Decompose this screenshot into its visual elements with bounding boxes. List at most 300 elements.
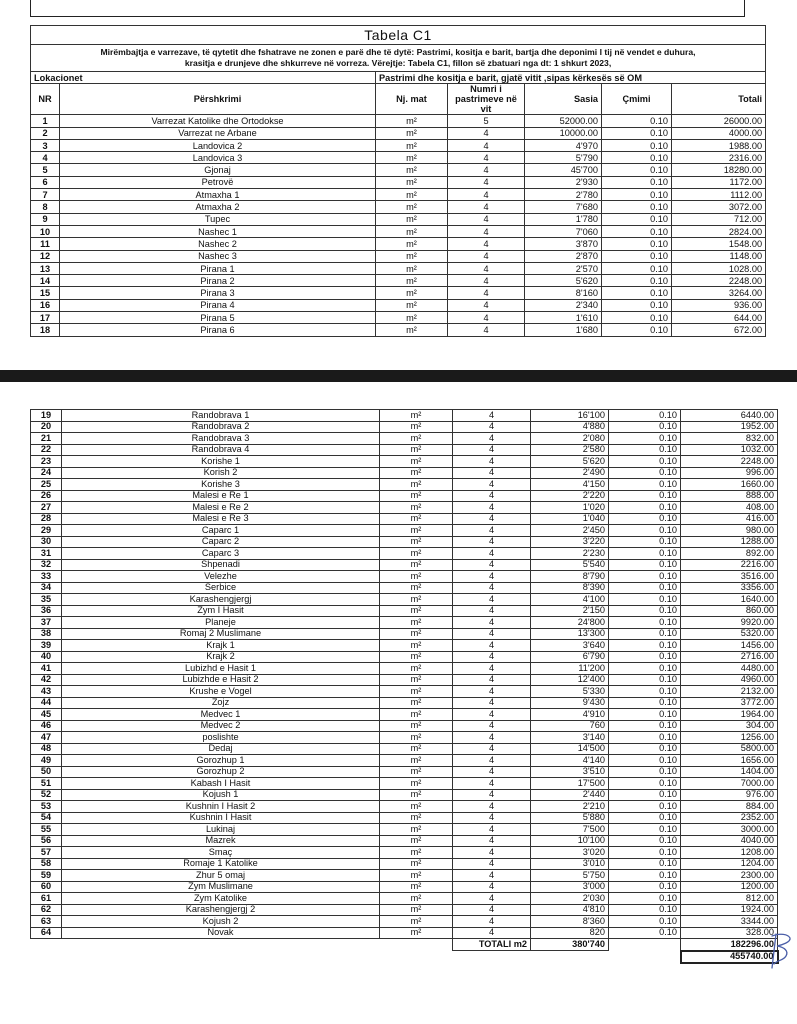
row-count: 5 — [448, 115, 525, 127]
row-total: 1404.00 — [681, 766, 778, 778]
header-totali: Totali — [672, 84, 766, 115]
row-unit: m² — [380, 651, 453, 663]
row-nr: 8 — [31, 201, 60, 213]
row-price: 0.10 — [609, 536, 681, 548]
row-total: 1204.00 — [681, 858, 778, 870]
row-price: 0.10 — [609, 755, 681, 767]
header-nr: NR — [31, 84, 60, 115]
row-unit: m² — [380, 617, 453, 629]
row-nr: 53 — [31, 801, 62, 813]
row-count: 4 — [453, 571, 531, 583]
row-qty: 5'880 — [531, 812, 609, 824]
table-row — [31, 778, 778, 790]
row-name: Korishe 3 — [62, 479, 380, 491]
row-name: Korish 2 — [62, 467, 380, 479]
row-qty: 8'790 — [531, 571, 609, 583]
row-name: Pirana 3 — [60, 287, 376, 299]
row-total: 1456.00 — [681, 640, 778, 652]
row-count: 4 — [453, 927, 531, 939]
row-total: 3344.00 — [681, 916, 778, 928]
row-total: 6440.00 — [681, 410, 778, 422]
row-nr: 50 — [31, 766, 62, 778]
row-qty: 2'150 — [531, 605, 609, 617]
row-unit: m² — [380, 732, 453, 744]
header-sasia: Sasia — [525, 84, 602, 115]
row-qty: 4'880 — [531, 421, 609, 433]
row-nr: 57 — [31, 847, 62, 859]
row-count: 4 — [448, 275, 525, 287]
row-count: 4 — [453, 433, 531, 445]
row-unit: m² — [380, 766, 453, 778]
row-count: 4 — [453, 812, 531, 824]
row-nr: 63 — [31, 916, 62, 928]
row-name: Zym Muslimane — [62, 881, 380, 893]
row-nr: 37 — [31, 617, 62, 629]
row-total: 1032.00 — [681, 444, 778, 456]
row-qty: 2'870 — [525, 250, 602, 262]
row-price: 0.10 — [602, 225, 672, 237]
row-count: 4 — [448, 213, 525, 225]
row-unit: m² — [376, 164, 448, 176]
row-price: 0.10 — [609, 893, 681, 905]
row-price: 0.10 — [602, 213, 672, 225]
row-nr: 40 — [31, 651, 62, 663]
row-qty: 52000.00 — [525, 115, 602, 127]
row-qty: 1'680 — [525, 324, 602, 336]
row-price: 0.10 — [602, 250, 672, 262]
row-name: Krajk 1 — [62, 640, 380, 652]
table-row — [31, 312, 766, 324]
totals-spacer — [380, 939, 453, 951]
table-row — [31, 663, 778, 675]
row-count: 4 — [453, 444, 531, 456]
row-qty: 3'010 — [531, 858, 609, 870]
totals-spacer — [62, 939, 380, 951]
row-qty: 3'870 — [525, 238, 602, 250]
row-count: 4 — [453, 904, 531, 916]
row-price: 0.10 — [602, 262, 672, 274]
row-count: 4 — [453, 916, 531, 928]
row-price: 0.10 — [609, 881, 681, 893]
table-row — [31, 927, 778, 939]
row-total: 976.00 — [681, 789, 778, 801]
row-qty: 820 — [531, 927, 609, 939]
table-c1-part-2 — [30, 409, 779, 964]
header-cmimi: Çmimi — [602, 84, 672, 115]
row-price: 0.10 — [609, 778, 681, 790]
row-price: 0.10 — [609, 410, 681, 422]
row-name: Caparc 1 — [62, 525, 380, 537]
row-count: 4 — [453, 467, 531, 479]
row-unit: m² — [376, 127, 448, 139]
row-qty: 8'360 — [531, 916, 609, 928]
row-qty: 2'930 — [525, 176, 602, 188]
row-price: 0.10 — [609, 433, 681, 445]
row-unit: m² — [380, 548, 453, 560]
row-total: 860.00 — [681, 605, 778, 617]
row-total: 892.00 — [681, 548, 778, 560]
row-nr: 35 — [31, 594, 62, 606]
row-qty: 8'390 — [531, 582, 609, 594]
row-qty: 2'450 — [531, 525, 609, 537]
row-total: 1660.00 — [681, 479, 778, 491]
row-nr: 55 — [31, 824, 62, 836]
row-total: 1952.00 — [681, 421, 778, 433]
row-count: 4 — [448, 287, 525, 299]
row-nr: 22 — [31, 444, 62, 456]
table-row — [31, 299, 766, 311]
table-row — [31, 139, 766, 151]
table-row — [31, 225, 766, 237]
row-count: 4 — [453, 766, 531, 778]
row-nr: 52 — [31, 789, 62, 801]
row-total: 1548.00 — [672, 238, 766, 250]
signature-mark — [768, 930, 794, 972]
row-nr: 42 — [31, 674, 62, 686]
row-count: 4 — [453, 421, 531, 433]
row-qty: 3'640 — [531, 640, 609, 652]
row-total: 936.00 — [672, 299, 766, 311]
row-qty: 14'500 — [531, 743, 609, 755]
row-qty: 4'100 — [531, 594, 609, 606]
row-qty: 2'780 — [525, 189, 602, 201]
table-row — [31, 433, 778, 445]
row-unit: m² — [380, 743, 453, 755]
table-row — [31, 835, 778, 847]
row-name: Malesi e Re 3 — [62, 513, 380, 525]
row-unit: m² — [376, 139, 448, 151]
header-nj-mat: Nj. mat — [376, 84, 448, 115]
table-row — [31, 858, 778, 870]
table-row — [31, 801, 778, 813]
row-count: 4 — [453, 893, 531, 905]
row-unit: m² — [376, 115, 448, 127]
row-total: 996.00 — [681, 467, 778, 479]
table-row — [31, 847, 778, 859]
row-price: 0.10 — [609, 548, 681, 560]
intro-line-2: krasitja e drunjeve dhe shkurreve në vorreza. Vërejtje: Tabela C1, fillon së zbatuari nga dt: 1 shkurt 2023, — [184, 58, 612, 68]
row-qty: 4'150 — [531, 479, 609, 491]
row-nr: 2 — [31, 127, 60, 139]
row-total: 1112.00 — [672, 189, 766, 201]
row-name: Kojush 2 — [62, 916, 380, 928]
row-qty: 3'000 — [531, 881, 609, 893]
row-count: 4 — [453, 881, 531, 893]
row-name: Zym I Hasit — [62, 605, 380, 617]
row-total: 18280.00 — [672, 164, 766, 176]
table-row — [31, 513, 778, 525]
row-nr: 5 — [31, 164, 60, 176]
row-name: Atmaxha 1 — [60, 189, 376, 201]
table-title: Tabela C1 — [31, 26, 766, 45]
row-price: 0.10 — [602, 176, 672, 188]
row-nr: 20 — [31, 421, 62, 433]
row-nr: 58 — [31, 858, 62, 870]
row-nr: 26 — [31, 490, 62, 502]
row-price: 0.10 — [609, 789, 681, 801]
row-price: 0.10 — [602, 312, 672, 324]
table-row — [31, 127, 766, 139]
table-row — [31, 881, 778, 893]
row-name: Serbice — [62, 582, 380, 594]
row-unit: m² — [380, 847, 453, 859]
row-count: 4 — [453, 617, 531, 629]
table-row — [31, 444, 778, 456]
table-row — [31, 490, 778, 502]
row-nr: 47 — [31, 732, 62, 744]
row-name: Malesi e Re 2 — [62, 502, 380, 514]
row-total: 3772.00 — [681, 697, 778, 709]
table-row — [31, 582, 778, 594]
row-nr: 62 — [31, 904, 62, 916]
row-name: Nashec 2 — [60, 238, 376, 250]
row-name: Pirana 4 — [60, 299, 376, 311]
row-count: 4 — [453, 789, 531, 801]
row-qty: 45'700 — [525, 164, 602, 176]
row-name: Kushnin I Hasit 2 — [62, 801, 380, 813]
row-price: 0.10 — [609, 628, 681, 640]
row-total: 2300.00 — [681, 870, 778, 882]
row-unit: m² — [376, 176, 448, 188]
table-row — [31, 502, 778, 514]
table-row — [31, 164, 766, 176]
row-name: Planeje — [62, 617, 380, 629]
table-row — [31, 324, 766, 336]
row-nr: 43 — [31, 686, 62, 698]
row-total: 1172.00 — [672, 176, 766, 188]
row-count: 4 — [453, 720, 531, 732]
row-unit: m² — [380, 582, 453, 594]
row-nr: 45 — [31, 709, 62, 721]
row-count: 4 — [453, 801, 531, 813]
row-unit: m² — [380, 824, 453, 836]
previous-table-border — [30, 0, 745, 17]
row-total: 3072.00 — [672, 201, 766, 213]
row-total: 4000.00 — [672, 127, 766, 139]
row-qty: 7'680 — [525, 201, 602, 213]
totali-value: 182296.00 — [681, 939, 778, 951]
row-name: Pirana 1 — [60, 262, 376, 274]
row-unit: m² — [376, 238, 448, 250]
row-qty: 8'160 — [525, 287, 602, 299]
row-price: 0.10 — [609, 858, 681, 870]
row-count: 4 — [453, 594, 531, 606]
row-total: 3000.00 — [681, 824, 778, 836]
row-name: Novak — [62, 927, 380, 939]
row-qty: 2'580 — [531, 444, 609, 456]
row-unit: m² — [380, 571, 453, 583]
row-name: poslishte — [62, 732, 380, 744]
row-price: 0.10 — [609, 490, 681, 502]
totals-spacer — [453, 951, 531, 964]
row-unit: m² — [380, 870, 453, 882]
row-unit: m² — [380, 697, 453, 709]
row-price: 0.10 — [602, 287, 672, 299]
row-name: Kabash I Hasit — [62, 778, 380, 790]
row-unit: m² — [380, 674, 453, 686]
row-total: 884.00 — [681, 801, 778, 813]
row-count: 4 — [448, 324, 525, 336]
table-row — [31, 743, 778, 755]
row-unit: m² — [380, 720, 453, 732]
row-nr: 54 — [31, 812, 62, 824]
row-name: Varrezat ne Arbane — [60, 127, 376, 139]
row-total: 2248.00 — [681, 456, 778, 468]
row-name: Zojz — [62, 697, 380, 709]
row-count: 4 — [453, 513, 531, 525]
row-count: 4 — [453, 651, 531, 663]
row-name: Karashengjergj — [62, 594, 380, 606]
row-name: Medvec 2 — [62, 720, 380, 732]
row-count: 4 — [453, 778, 531, 790]
row-name: Kojush 1 — [62, 789, 380, 801]
table-row — [31, 812, 778, 824]
row-unit: m² — [380, 904, 453, 916]
row-name: Caparc 2 — [62, 536, 380, 548]
row-count: 4 — [453, 502, 531, 514]
row-price: 0.10 — [602, 201, 672, 213]
row-unit: m² — [380, 778, 453, 790]
table-row — [31, 115, 766, 127]
row-total: 1256.00 — [681, 732, 778, 744]
row-price: 0.10 — [609, 513, 681, 525]
row-unit: m² — [376, 299, 448, 311]
table-row — [31, 421, 778, 433]
row-total: 812.00 — [681, 893, 778, 905]
row-nr: 1 — [31, 115, 60, 127]
row-price: 0.10 — [609, 720, 681, 732]
row-unit: m² — [380, 467, 453, 479]
row-price: 0.10 — [609, 479, 681, 491]
row-count: 4 — [448, 299, 525, 311]
row-price: 0.10 — [609, 594, 681, 606]
row-total: 416.00 — [681, 513, 778, 525]
row-count: 4 — [453, 536, 531, 548]
row-price: 0.10 — [609, 743, 681, 755]
row-name: Korishe 1 — [62, 456, 380, 468]
row-total: 4960.00 — [681, 674, 778, 686]
row-price: 0.10 — [602, 275, 672, 287]
totals-spacer — [609, 951, 681, 964]
row-qty: 24'800 — [531, 617, 609, 629]
table-row — [31, 697, 778, 709]
row-nr: 31 — [31, 548, 62, 560]
table-row — [31, 870, 778, 882]
table-row — [31, 548, 778, 560]
row-nr: 34 — [31, 582, 62, 594]
row-price: 0.10 — [609, 870, 681, 882]
table-row — [31, 410, 778, 422]
row-qty: 4'970 — [525, 139, 602, 151]
row-qty: 7'060 — [525, 225, 602, 237]
row-total: 5800.00 — [681, 743, 778, 755]
table-row — [31, 651, 778, 663]
row-count: 4 — [448, 176, 525, 188]
row-qty: 10'100 — [531, 835, 609, 847]
table-row — [31, 594, 778, 606]
table-row — [31, 189, 766, 201]
row-nr: 16 — [31, 299, 60, 311]
row-nr: 12 — [31, 250, 60, 262]
row-total: 644.00 — [672, 312, 766, 324]
row-unit: m² — [380, 640, 453, 652]
row-nr: 6 — [31, 176, 60, 188]
table-row — [31, 617, 778, 629]
table-row — [31, 571, 778, 583]
totals-spacer — [62, 951, 380, 964]
row-count: 4 — [453, 755, 531, 767]
table-row — [31, 176, 766, 188]
row-name: Zym Katolike — [62, 893, 380, 905]
row-qty: 1'780 — [525, 213, 602, 225]
row-nr: 19 — [31, 410, 62, 422]
row-name: Landovica 3 — [60, 152, 376, 164]
row-name: Kushnin I Hasit — [62, 812, 380, 824]
row-name: Dedaj — [62, 743, 380, 755]
row-name: Petrovë — [60, 176, 376, 188]
row-qty: 2'440 — [531, 789, 609, 801]
row-unit: m² — [380, 490, 453, 502]
row-qty: 5'330 — [531, 686, 609, 698]
row-name: Landovica 2 — [60, 139, 376, 151]
totals-spacer — [380, 951, 453, 964]
row-nr: 41 — [31, 663, 62, 675]
row-unit: m² — [380, 755, 453, 767]
row-total: 2316.00 — [672, 152, 766, 164]
row-nr: 39 — [31, 640, 62, 652]
row-unit: m² — [376, 213, 448, 225]
row-qty: 11'200 — [531, 663, 609, 675]
row-nr: 24 — [31, 467, 62, 479]
row-unit: m² — [380, 502, 453, 514]
row-unit: m² — [380, 628, 453, 640]
row-count: 4 — [453, 709, 531, 721]
row-unit: m² — [376, 287, 448, 299]
totals-spacer — [31, 951, 62, 964]
row-nr: 28 — [31, 513, 62, 525]
row-price: 0.10 — [609, 444, 681, 456]
row-price: 0.10 — [609, 801, 681, 813]
row-price: 0.10 — [609, 686, 681, 698]
row-unit: m² — [380, 893, 453, 905]
row-qty: 5'790 — [525, 152, 602, 164]
row-qty: 2'490 — [531, 467, 609, 479]
row-total: 1288.00 — [681, 536, 778, 548]
row-name: Gjonaj — [60, 164, 376, 176]
row-unit: m² — [380, 525, 453, 537]
row-qty: 1'610 — [525, 312, 602, 324]
row-qty: 2'230 — [531, 548, 609, 560]
row-price: 0.10 — [602, 164, 672, 176]
table-row — [31, 238, 766, 250]
row-name: Tupec — [60, 213, 376, 225]
row-name: Lubizhde e Hasit 2 — [62, 674, 380, 686]
row-nr: 23 — [31, 456, 62, 468]
row-price: 0.10 — [609, 525, 681, 537]
row-price: 0.10 — [602, 152, 672, 164]
row-price: 0.10 — [609, 824, 681, 836]
row-unit: m² — [376, 152, 448, 164]
table-row — [31, 525, 778, 537]
row-count: 4 — [448, 225, 525, 237]
row-nr: 32 — [31, 559, 62, 571]
row-count: 4 — [448, 164, 525, 176]
table-row — [31, 213, 766, 225]
row-count: 4 — [453, 548, 531, 560]
row-qty: 13'300 — [531, 628, 609, 640]
row-nr: 18 — [31, 324, 60, 336]
row-price: 0.10 — [609, 640, 681, 652]
